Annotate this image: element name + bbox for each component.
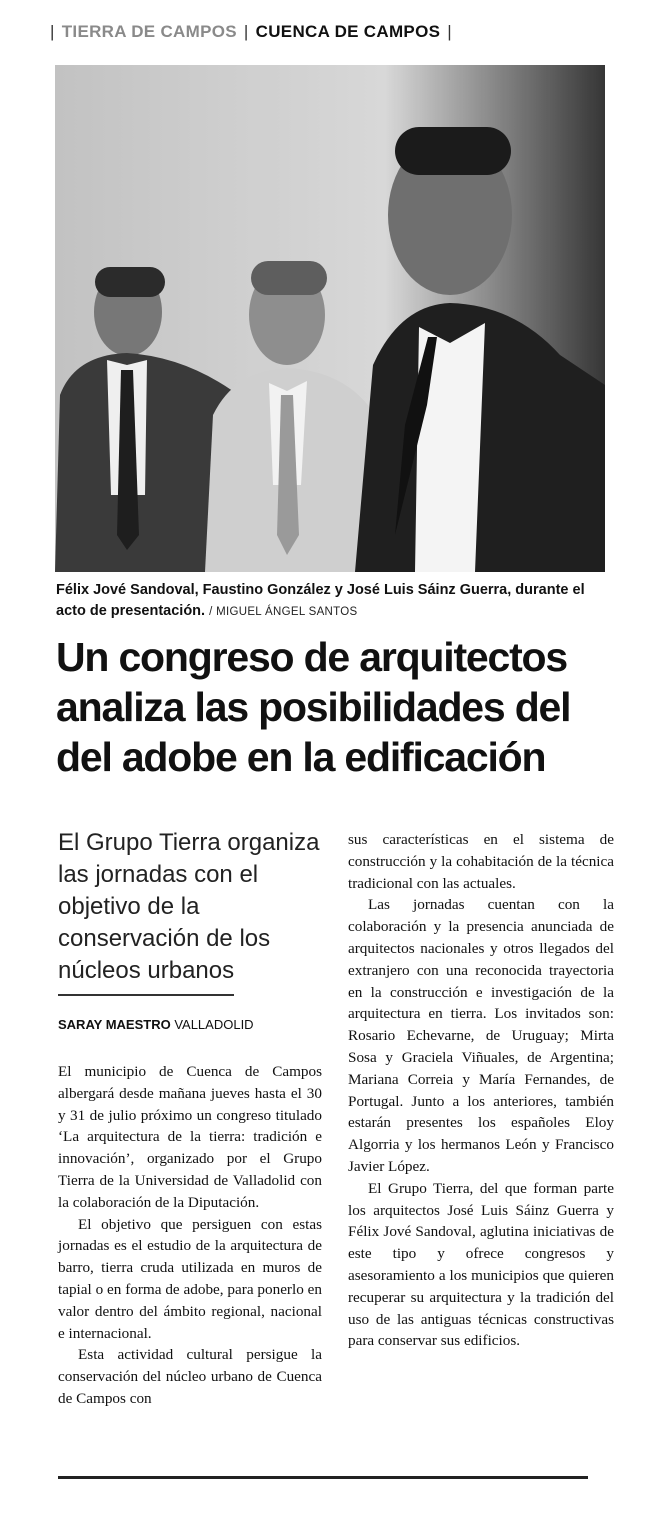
body-paragraph: Esta actividad cultural persigue la conservación del núcleo urbano de Cuenca de Campos con [58,1346,322,1407]
caption-text: Félix Jové Sandoval, Faustino González y José Luis Sáinz Guerra, durante el acto de presentación. [56,582,585,619]
photo-caption [56,580,616,623]
body-paragraph: sus características en el sistema de construcción y la cohabitación de la técnica tradicional con las actuales. [348,831,614,892]
byline-location: VALLADOLID [174,1017,254,1032]
headline [56,632,616,782]
body-column-right [348,829,614,1352]
section-header: | TIERRA DE CAMPOS | CUENCA DE CAMPOS | [50,22,452,41]
headline-line: del adobe en la edificación [56,734,546,780]
body-paragraph: El objetivo que persiguen con estas jornadas es el estudio de la arquitectura de barro, tierra cruda utilizada en muros de tapial o en forma de adobe, para ponerlo en valor dentro del ámbito regional, nacional e internacional. [58,1215,322,1342]
body-paragraph: Las jornadas cuentan con la colaboración y la presencia anunciada de arquitectos nacionales y otros llegados del extranjero con una reconocida trayectoria en la construcción e investigación de la arquitectura en tierra. Los invitados son: Rosario Echevarne, de Uruguay; Mirta Sosa y Graciela Viñuales, de Argentina; Mariana Correia y María Fernandes, de Portugal. Junto a los anteriores, también estarán presentes los españoles Eloy Algorria y los hermanos León y Francisco Javier López. [348,896,614,1175]
headline-line: Un congreso de arquitectos [56,634,568,680]
body-paragraph: El municipio de Cuenca de Campos albergará desde mañana jueves hasta el 30 y 31 de julio próximo un congreso titulado ‘La arquitectura de la tierra: tradición e innovación’, organizado por el Grupo Tierra de la Universidad de Valladolid con la colaboración de la Diputación. [58,1063,322,1211]
section-label-primary: TIERRA DE CAMPOS [61,22,237,41]
byline-author: SARAY MAESTRO [58,1017,171,1032]
subtitle: El Grupo Tierra organiza las jornadas con el objetivo de la conservación de los núcleos urbanos [58,829,320,984]
byline [58,1017,254,1032]
headline-line: analiza las posibilidades del [56,684,571,730]
subtitle-divider [58,994,234,996]
photo-credit: / MIGUEL ÁNGEL SANTOS [209,606,358,618]
body-paragraph: El Grupo Tierra, del que forman parte los arquitectos José Luis Sáinz Guerra y Félix Jové Sandoval, aglutina iniciativas de este tipo y ofrece congresos y asesoramiento a los municipios que quieren recuperar su arquitectura y la tradición del uso de las antiguas técnicas constructivas para conservar sus edificios. [348,1179,614,1350]
news-photo [55,65,605,572]
bottom-divider [58,1476,588,1479]
body-column-left [58,1061,322,1410]
section-label-secondary: CUENCA DE CAMPOS [255,22,441,41]
